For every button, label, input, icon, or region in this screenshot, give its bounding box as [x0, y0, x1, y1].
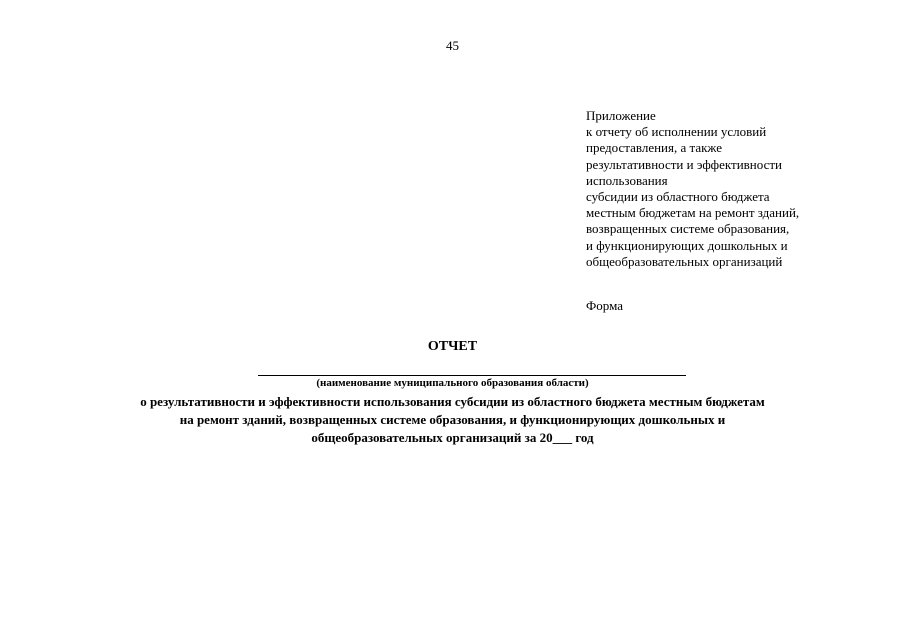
appendix-line: использования	[586, 172, 668, 188]
report-title: ОТЧЕТ	[427, 339, 478, 354]
appendix-header	[586, 108, 886, 270]
form-label: Форма	[586, 298, 623, 313]
municipality-caption: (наименование муниципального образования области)	[316, 377, 589, 389]
appendix-line: Приложение	[586, 108, 656, 123]
subtitle-line: на ремонт зданий, возвращенных системе образования, и функционирующих дошкольных и	[179, 412, 726, 427]
appendix-line: местным бюджетам на ремонт зданий,	[586, 205, 800, 221]
page-number: 45	[446, 38, 459, 53]
subtitle-line: о результативности и эффективности использования субсидии из областного бюджета местным бюджетам	[140, 394, 765, 409]
appendix-line: к отчету об исполнении условий	[586, 124, 767, 140]
municipality-name-line	[258, 375, 686, 376]
report-subtitle	[60, 393, 845, 447]
appendix-line: возвращенных системе образования,	[586, 221, 790, 237]
appendix-line: предоставления, а также	[586, 140, 723, 156]
appendix-line: общеобразовательных организаций	[586, 253, 783, 269]
appendix-line: и функционирующих дошкольных и	[586, 237, 788, 253]
subtitle-line: общеобразовательных организаций за 20___ год	[311, 430, 594, 445]
appendix-line: результативности и эффективности	[586, 156, 782, 172]
appendix-line: субсидии из областного бюджета	[586, 189, 770, 205]
